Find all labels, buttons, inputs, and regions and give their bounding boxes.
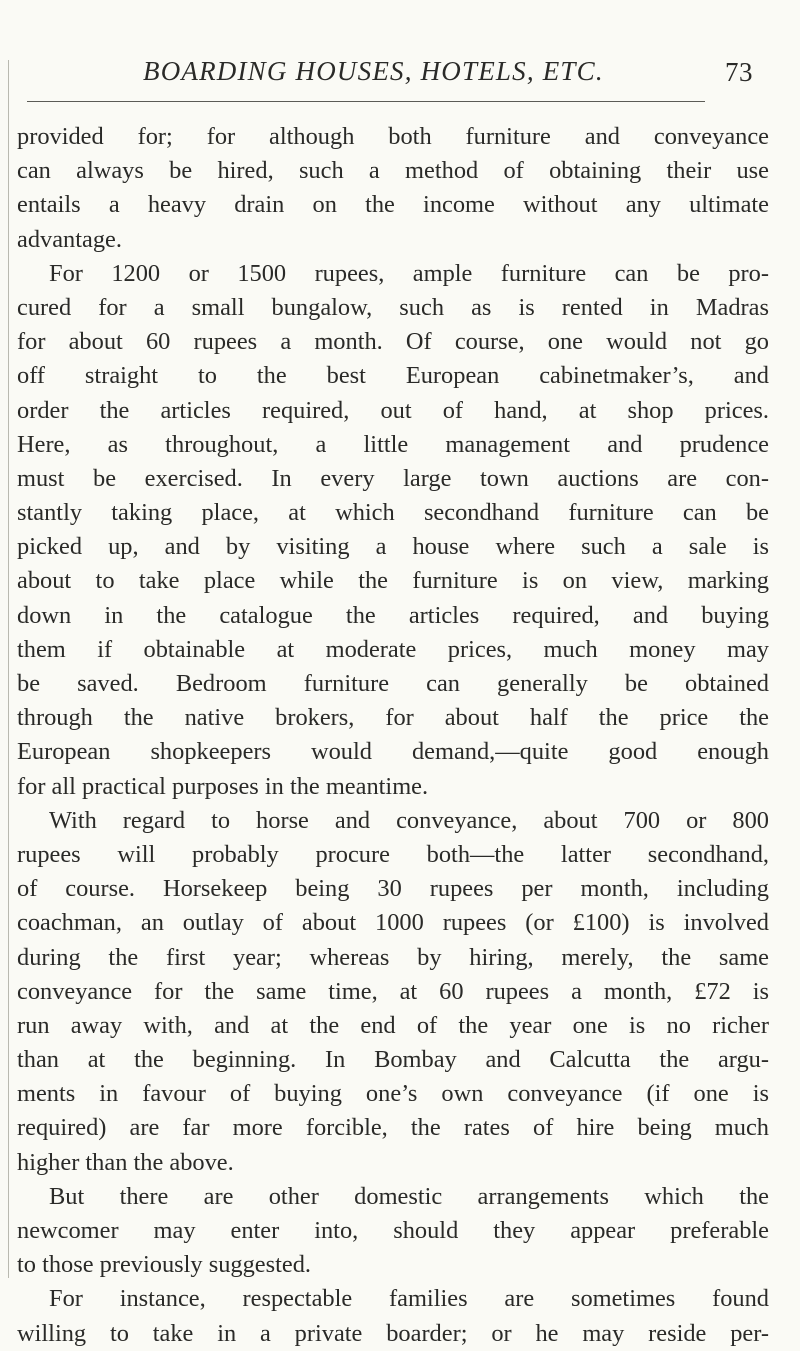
page-number: 73: [725, 57, 753, 87]
text-line: for all practical purposes in the meantime.: [17, 772, 429, 800]
text-line: Here, as throughout, a little management and prudence: [17, 430, 769, 458]
body-text: [17, 120, 769, 1351]
text-line: for about 60 rupees a month. Of course, one would not go: [17, 328, 769, 356]
text-line: be saved. Bedroom furniture can generally be obtained: [17, 670, 769, 697]
text-line: stantly taking place, at which secondhand furniture can be: [17, 499, 769, 527]
text-line: rupees will probably procure both—the latter secondhand,: [17, 840, 769, 868]
text-line: than at the beginning. In Bombay and Calcutta the argu-: [17, 1046, 769, 1074]
text-line: For instance, respectable families are sometimes found: [49, 1285, 769, 1313]
text-line: With regard to horse and conveyance, about 700 or 800: [49, 806, 769, 834]
page-gutter-line: [8, 60, 9, 1278]
text-line: ments in favour of buying one’s own conveyance (if one is: [17, 1080, 769, 1108]
text-line: required) are far more forcible, the rates of hire being much: [17, 1114, 769, 1142]
text-line: picked up, and by visiting a house where such a sale is: [17, 533, 769, 561]
text-line: For 1200 or 1500 rupees, ample furniture can be pro-: [49, 259, 769, 287]
text-line: through the native brokers, for about half the price the: [17, 704, 769, 732]
running-title: BOARDING HOUSES, HOTELS, ETC.: [143, 56, 604, 86]
text-line: higher than the above.: [17, 1148, 234, 1176]
text-line: conveyance for the same time, at 60 rupees a month, £72 is: [17, 977, 769, 1005]
running-head: [17, 56, 775, 96]
text-line: must be exercised. In every large town auctions are con-: [17, 464, 769, 492]
book-page: [17, 0, 775, 1347]
text-line: newcomer may enter into, should they appear preferable: [17, 1217, 769, 1244]
text-line: entails a heavy drain on the income without any ultimate: [17, 191, 769, 219]
text-line: off straight to the best European cabinetmaker’s, and: [17, 362, 769, 390]
text-line: European shopkeepers would demand,—quite good enough: [17, 738, 769, 766]
text-line: order the articles required, out of hand, at shop prices.: [17, 396, 769, 424]
text-line: But there are other domestic arrangements which the: [49, 1182, 769, 1210]
text-line: cured for a small bungalow, such as is rented in Madras: [17, 293, 769, 321]
text-line: run away with, and at the end of the year one is no richer: [17, 1011, 769, 1039]
text-line: them if obtainable at moderate prices, much money may: [17, 635, 769, 663]
text-line: advantage.: [17, 225, 122, 253]
text-line: willing to take in a private boarder; or he may reside per-: [17, 1319, 769, 1347]
text-line: of course. Horsekeep being 30 rupees per month, including: [17, 875, 769, 903]
header-rule: [27, 101, 705, 102]
text-line: coachman, an outlay of about 1000 rupees (or £100) is involved: [17, 909, 769, 937]
text-line: during the first year; whereas by hiring, merely, the same: [17, 943, 769, 971]
text-line: can always be hired, such a method of obtaining their use: [17, 157, 769, 185]
text-line: provided for; for although both furniture and conveyance: [17, 123, 769, 150]
text-line: to those previously suggested.: [17, 1251, 312, 1279]
text-line: about to take place while the furniture is on view, marking: [17, 567, 769, 595]
text-line: down in the catalogue the articles required, and buying: [17, 601, 769, 629]
